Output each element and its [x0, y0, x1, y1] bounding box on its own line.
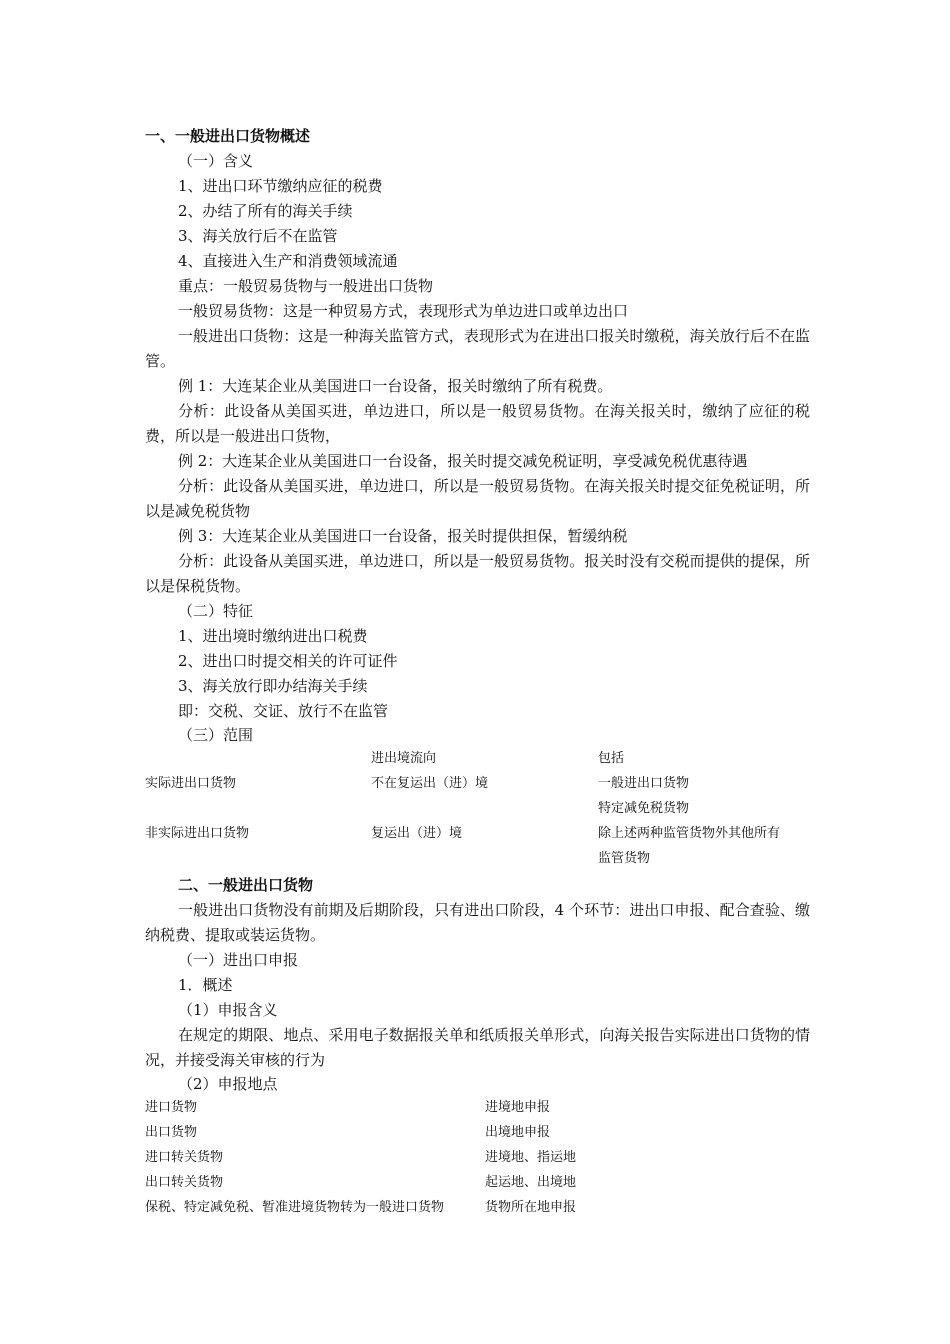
table-row [145, 1195, 685, 1220]
meaning-heading: （一）含义 [178, 152, 254, 170]
table-row [145, 846, 810, 871]
table-cell [371, 796, 598, 821]
meaning-item: 4、直接进入生产和消费领域流通 [178, 252, 398, 270]
meaning-item: 1、进出口环节缴纳应征的税费 [178, 177, 383, 195]
table-cell: 复运出（进）境 [371, 826, 463, 841]
overview-heading: 1．概述 [178, 976, 233, 994]
location-table [145, 1095, 685, 1220]
table-cell: 除上述两种监管货物外其他所有 [598, 826, 781, 841]
def-general: 一般进出口货物：这是一种海关监管方式，表现形式为在进出口报关时缴税，海关放行后不在监管。 [145, 327, 810, 370]
table-cell: 出口货物 [145, 1125, 198, 1140]
table-cell: 实际进出口货物 [145, 776, 237, 791]
section2-title: 二、一般进出口货物 [178, 876, 314, 894]
declaration-heading: （一）进出口申报 [178, 951, 299, 969]
table-cell [145, 746, 371, 771]
table-cell: 监管货物 [598, 851, 651, 866]
table-cell: 进口转关货物 [145, 1150, 224, 1165]
def-trade: 一般贸易货物：这是一种贸易方式，表现形式为单边进口或单边出口 [178, 302, 629, 320]
section1-title: 一、一般进出口货物概述 [145, 127, 311, 145]
table-cell: 一般进出口货物 [598, 776, 690, 791]
table-row [145, 821, 810, 846]
table-row [145, 771, 810, 796]
table-cell: 不在复运出（进）境 [371, 776, 489, 791]
analysis-2: 分析：此设备从美国买进，单边进口，所以是一般贸易货物。在海关报关时提交征免税证明，所以是减免税货物 [145, 477, 810, 520]
table-row [145, 1170, 685, 1195]
key-point: 重点：一般贸易货物与一般进出口货物 [178, 277, 434, 295]
example-2: 例 2：大连某企业从美国进口一台设备，报关时提交减免税证明，享受减免税优惠待遇 [178, 452, 748, 470]
location-heading: （2）申报地点 [178, 1075, 278, 1093]
declaration-meaning-text: 在规定的期限、地点、采用电子数据报关单和纸质报关单形式，向海关报告实际进出口货物的情况，并接受海关审核的行为 [145, 1026, 810, 1069]
feature-summary: 即：交税、交证、放行不在监管 [178, 702, 389, 720]
feature-item: 3、海关放行即办结海关手续 [178, 677, 368, 695]
section2-intro: 一般进出口货物没有前期及后期阶段，只有进出口阶段，4 个环节：进出口申报、配合查验、缴纳税费、提取或装运货物。 [145, 901, 810, 944]
table-cell: 非实际进出口货物 [145, 826, 250, 841]
scope-table [145, 746, 810, 871]
analysis-3: 分析：此设备从美国买进，单边进口，所以是一般贸易货物。报关时没有交税而提供的提保，所以是保税货物。 [145, 552, 810, 595]
meaning-item: 3、海关放行后不在监管 [178, 227, 338, 245]
table-cell: 进口货物 [145, 1100, 198, 1115]
feature-heading: （二）特征 [178, 602, 254, 620]
table-cell [145, 846, 371, 871]
feature-item: 2、进出口时提交相关的许可证件 [178, 652, 398, 670]
table-cell: 包括 [598, 751, 625, 766]
example-1: 例 1：大连某企业从美国进口一台设备，报关时缴纳了所有税费。 [178, 377, 613, 395]
table-cell: 进出境流向 [371, 751, 437, 766]
table-cell: 出境地申报 [485, 1125, 551, 1140]
table-cell: 保税、特定减免税、暂准进境货物转为一般进口货物 [145, 1200, 445, 1215]
table-cell: 特定减免税货物 [598, 801, 690, 816]
declaration-meaning-heading: （1）申报含义 [178, 1001, 278, 1019]
table-cell [145, 796, 371, 821]
table-cell: 起运地、出境地 [485, 1175, 577, 1190]
table-cell: 出口转关货物 [145, 1175, 224, 1190]
table-cell: 货物所在地申报 [485, 1200, 577, 1215]
table-header-row [145, 746, 810, 771]
feature-item: 1、进出境时缴纳进出口税费 [178, 627, 368, 645]
table-cell [371, 846, 598, 871]
analysis-1: 分析：此设备从美国买进，单边进口，所以是一般贸易货物。在海关报关时，缴纳了应征的税费，所以是一般进出口货物， [145, 402, 810, 445]
table-row [145, 1120, 685, 1145]
table-cell: 进境地申报 [485, 1100, 551, 1115]
document-page [145, 124, 810, 1220]
table-row [145, 796, 810, 821]
table-cell: 进境地、指运地 [485, 1150, 577, 1165]
meaning-item: 2、办结了所有的海关手续 [178, 202, 353, 220]
scope-heading: （三）范围 [178, 726, 254, 744]
table-row [145, 1145, 685, 1170]
example-3: 例 3：大连某企业从美国进口一台设备，报关时提供担保，暂缓纳税 [178, 527, 628, 545]
table-row [145, 1095, 685, 1120]
